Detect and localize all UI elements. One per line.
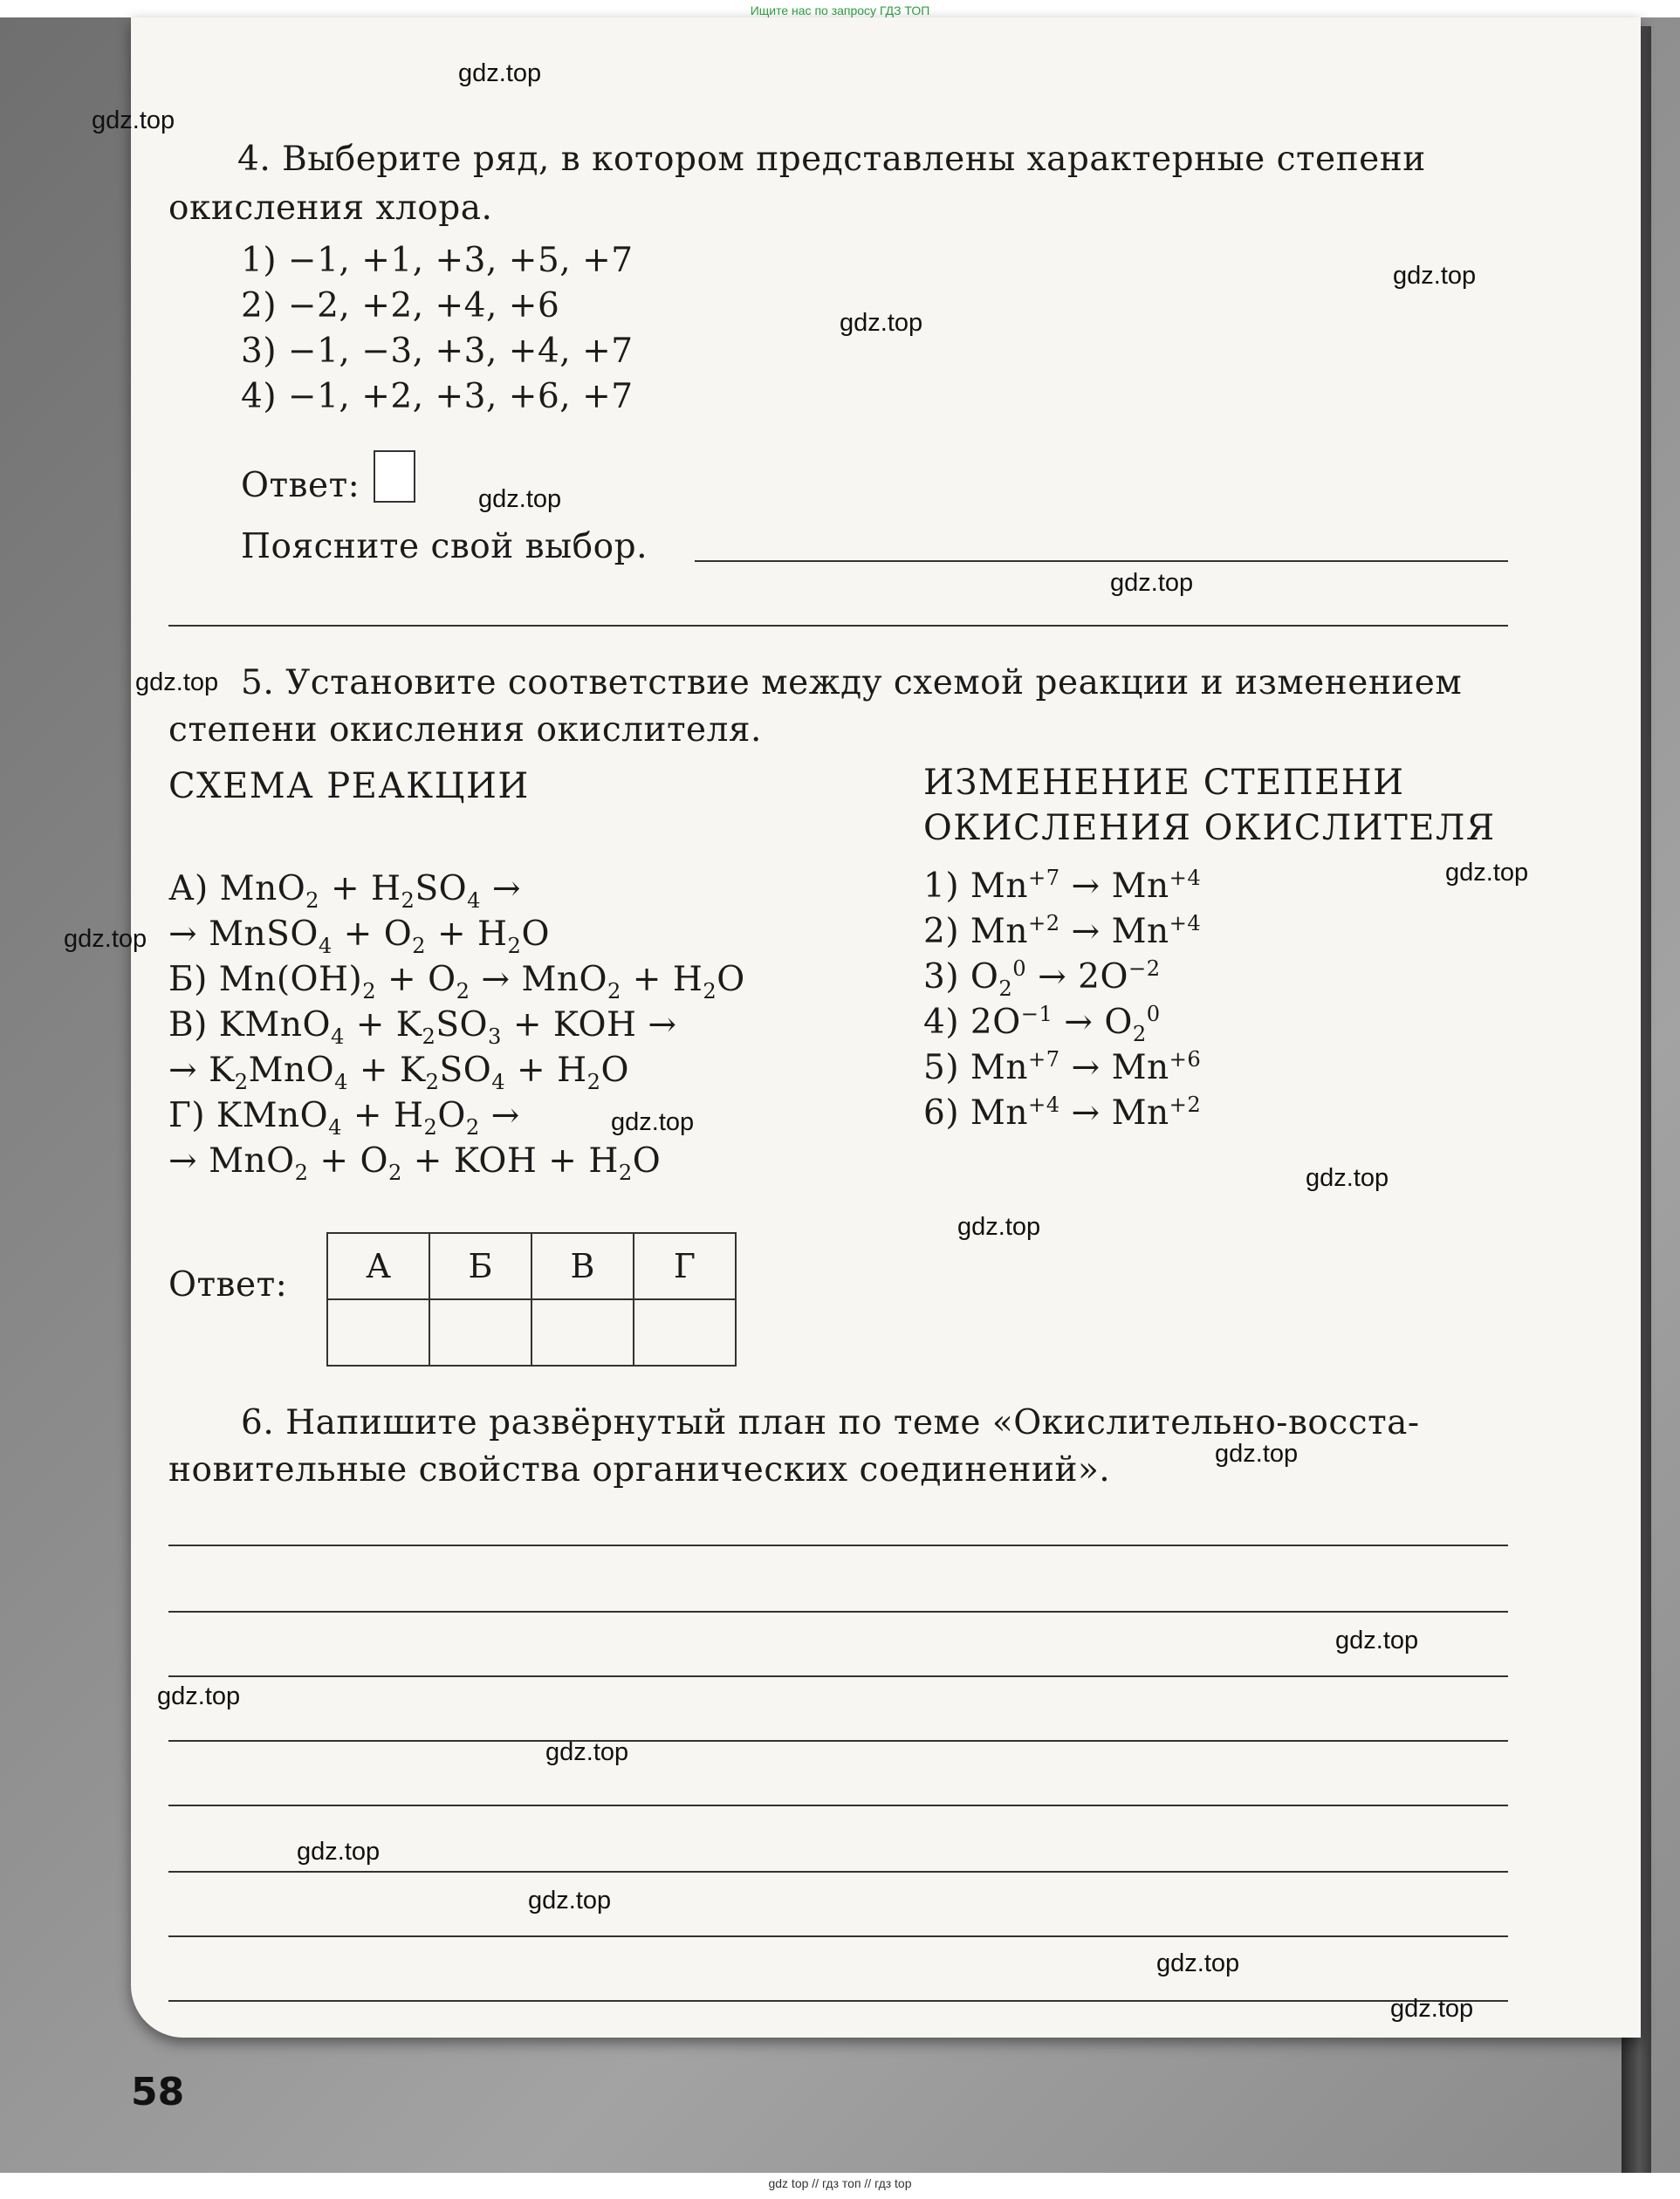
change-1: 1) $Mn^{+7} \to Mn^{+4}$: [923, 866, 1202, 906]
reaction-b: Б) $Mn(OH)_2 + O_2 \to MnO_2 + H_2O$: [168, 960, 745, 1004]
watermark: gdz.top: [1110, 569, 1194, 597]
reaction-g-line1: Г) KMnO$_4$ + $H_2O_2$ →: [168, 1096, 520, 1140]
change-5: 5) $Mn^{+7} \to Mn^{+6}$: [923, 1047, 1202, 1087]
watermark: gdz.top: [1390, 1995, 1474, 2023]
q4-explain-line-2[interactable]: [168, 625, 1508, 627]
answer-cell-g[interactable]: [634, 1299, 736, 1366]
watermark: gdz.top: [1215, 1440, 1299, 1468]
reaction-g-line2: → $MnO_2 + O_2$ + KOH + $H_2O$: [168, 1141, 662, 1185]
reaction-v-line2: → $K_2MnO_4 + K_2SO_4 + H_2O$: [168, 1051, 629, 1094]
q4-answer-label: Ответ:: [241, 466, 360, 505]
q4-line1: 4. Выберите ряд, в котором представлены характерные степени: [237, 140, 1426, 179]
watermark: gdz.top: [458, 59, 542, 87]
answer-col-b: Б: [429, 1233, 531, 1299]
page-number: 58: [131, 2070, 185, 2114]
watermark: gdz.top: [957, 1213, 1041, 1241]
watermark: gdz.top: [297, 1838, 381, 1866]
watermark: gdz.top: [611, 1108, 695, 1136]
q6-answer-line-5[interactable]: [168, 1805, 1508, 1806]
q5-right-header-2: ОКИСЛЕНИЯ ОКИСЛИТЕЛЯ: [923, 808, 1496, 848]
watermark: gdz.top: [1445, 859, 1529, 887]
watermark: gdz.top: [1156, 1949, 1240, 1977]
watermark: gdz.top: [1306, 1164, 1389, 1192]
q6-answer-line-2[interactable]: [168, 1611, 1508, 1613]
watermark: gdz.top: [92, 106, 175, 134]
q6-line1: 6. Напишите развёрнутый план по теме «Окислительно-восста-: [241, 1403, 1420, 1442]
top-banner: Ищите нас по запросу ГДЗ ТОП: [750, 3, 930, 17]
answer-col-g: Г: [634, 1233, 736, 1299]
q4-option-4: 4) −1, +2, +3, +6, +7: [241, 377, 634, 416]
reaction-a-line1: А) $MnO_2 + H_2SO_4$ →: [168, 869, 522, 913]
q4-option-3: 3) −1, −3, +3, +4, +7: [241, 332, 634, 371]
q5-left-header: СХЕМА РЕАКЦИИ: [168, 766, 530, 806]
watermark: gdz.top: [1335, 1627, 1419, 1654]
watermark: gdz.top: [1393, 262, 1477, 290]
watermark: gdz.top: [64, 925, 147, 953]
q6-line2: новительные свойства органических соединений».: [168, 1450, 1111, 1490]
q6-answer-line-6[interactable]: [168, 1871, 1508, 1873]
q6-answer-line-3[interactable]: [168, 1675, 1508, 1677]
q4-line2: окисления хлора.: [168, 188, 493, 228]
q5-answer-label: Ответ:: [168, 1265, 288, 1305]
q5-right-header-1: ИЗМЕНЕНИЕ СТЕПЕНИ: [923, 763, 1405, 803]
change-4: 4) $2O^{-1} \to O_2^0$: [923, 1002, 1161, 1046]
watermark: gdz.top: [528, 1887, 612, 1915]
answer-cell-b[interactable]: [429, 1299, 531, 1366]
change-3: 3) $O_2^0 \to 2O^{-2}$: [923, 956, 1161, 1001]
answer-col-v: В: [531, 1233, 634, 1299]
reaction-a-line2: → MnSO$_4$ + $O_2 + H_2O$: [168, 915, 550, 958]
q6-answer-line-7[interactable]: [168, 1935, 1508, 1937]
q5-answer-table: [326, 1232, 737, 1367]
answer-cell-a[interactable]: [327, 1299, 429, 1366]
q5-line1: 5. Установите соответствие между схемой реакции и изменением: [241, 663, 1463, 702]
q6-answer-line-4[interactable]: [168, 1740, 1508, 1742]
q4-option-2: 2) −2, +2, +4, +6: [241, 286, 560, 325]
bottom-banner: gdz top // гдз топ // гдз top: [768, 2176, 912, 2190]
watermark: gdz.top: [840, 309, 923, 337]
watermark: gdz.top: [157, 1682, 241, 1710]
watermark: gdz.top: [478, 485, 562, 513]
change-6: 6) $Mn^{+4} \to Mn^{+2}$: [923, 1093, 1202, 1133]
reaction-v-line1: В) KMnO$_4$ + $K_2SO_3$ + KOH →: [168, 1005, 677, 1049]
q5-line2: степени окисления окислителя.: [168, 710, 762, 750]
answer-col-a: А: [327, 1233, 429, 1299]
change-2: 2) $Mn^{+2} \to Mn^{+4}$: [923, 911, 1202, 951]
q4-answer-box[interactable]: [374, 450, 415, 503]
q6-answer-line-8[interactable]: [168, 2000, 1508, 2002]
q6-answer-line-1[interactable]: [168, 1545, 1508, 1546]
q4-explain-label: Поясните свой выбор.: [241, 527, 648, 566]
answer-cell-v[interactable]: [531, 1299, 634, 1366]
watermark: gdz.top: [135, 668, 219, 696]
q4-option-1: 1) −1, +1, +3, +5, +7: [241, 241, 634, 280]
q4-explain-line-1[interactable]: [695, 560, 1508, 562]
watermark: gdz.top: [545, 1738, 629, 1766]
